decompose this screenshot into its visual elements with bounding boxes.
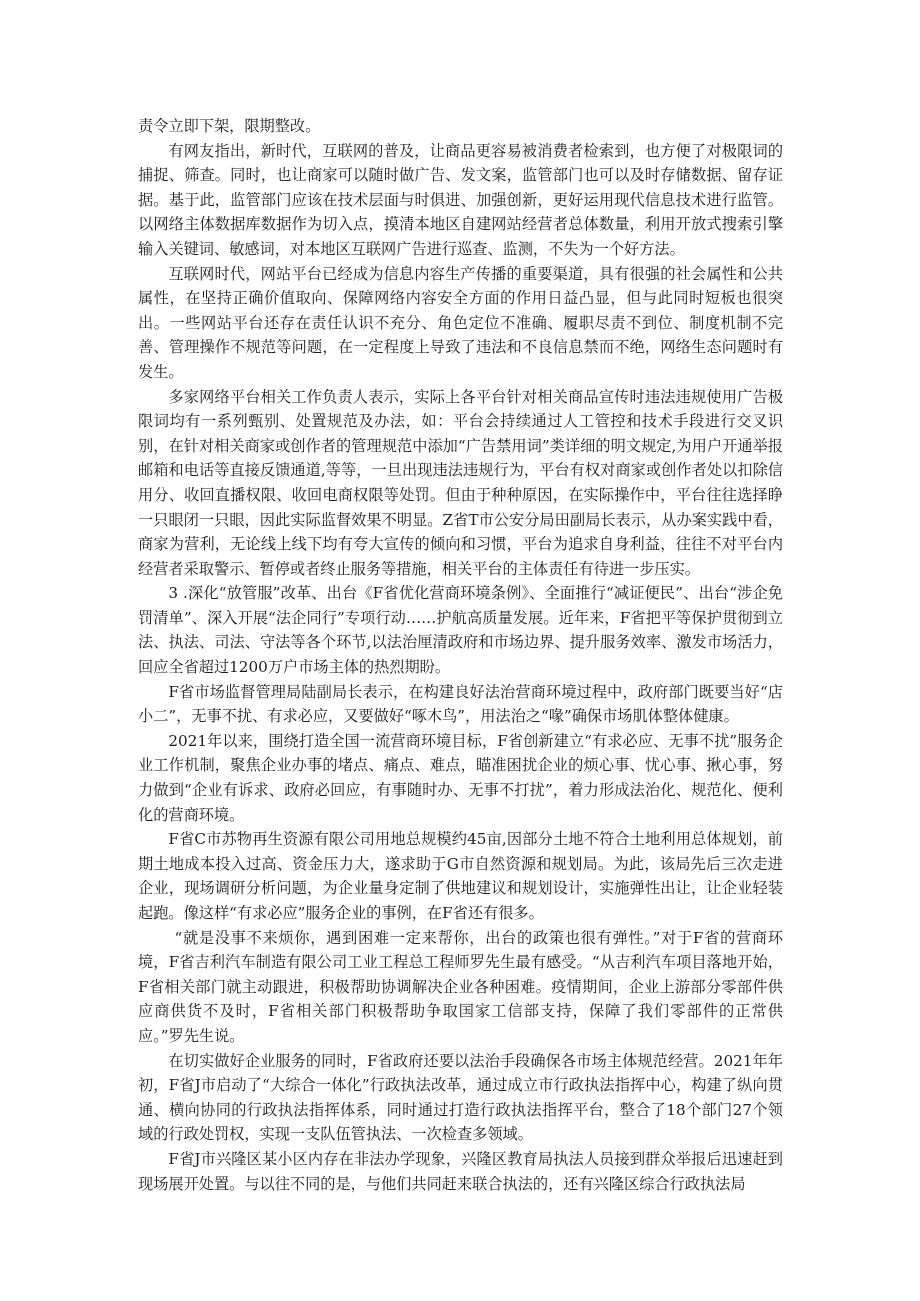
document-page xyxy=(138,114,783,1196)
paragraph-platform-rules: 多家网络平台相关工作负责人表示，实际上各平台针对相关商品宣传时违法违规使用广告极限词均有一系列甄别、处置规范及办法，如：平台会持续通过人工管控和技术手段进行交叉识别，在针对相关商家或创作者的管理规范中添加“广告禁用词”类详细的明文规定,为用户开通举报邮箱和电话等直接反馈通道,等等，一旦出现违法违规行为，平台有权对商家或创作者处以扣除信用分、收回直播权限、收回电商权限等处罚。但由于种种原因，在实际操作中，平台往往选择睁一只眼闭一只眼，因此实际监督效果不明显。Z省T市公安分局田副局长表示，从办案实践中看，商家为营利，无论线上线下均有夸大宣传的倾向和习惯，平台为追求自身利益，往往不对平台内经营者采取警示、暂停或者终止服务等措施，相关平台的主体责任有待进一步压实。 xyxy=(138,387,783,578)
paragraph-section-3: 3 .深化“放管服”改革、出台《F省优化营商环境条例》、全面推行“减证便民”、出台“涉企免罚清单”、深入开展“法企同行”专项行动……护航高质量发展。近年来，F省把平等保护贯彻到立法、执法、司法、守法等各个环节,以法治厘清政府和市场边界、提升服务效率、激发市场活力，回应全省超过1200万户市场主体的热烈期盼。 xyxy=(138,584,783,677)
paragraph-land-case: F省C市苏物再生资源有限公司用地总规模约45亩,因部分土地不符合土地利用总体规划，前期土地成本投入过高、资金压力大，遂求助于G市自然资源和规划局。为此，该局先后三次走进企业，现场调研分析问题，为企业量身定制了供地建议和规划设计，实施弹性出让，让企业轻装起跑。像这样“有求必应”服务企业的事例，在F省还有很多。 xyxy=(138,830,783,922)
paragraph-continuation: 责令立即下架，限期整改。 xyxy=(138,117,321,135)
paragraph-quote-geely: “就是没事不来烦你，遇到困难一定来帮你，出台的政策也很有弹性。”对于F省的营商环境，F省吉利汽车制造有限公司工业工程总工程师罗先生最有感受。“从吉利汽车项目落地开始，F省相关部门就主动跟进，积极帮助协调解决企业各种困难。疫情期间，企业上游部分零部件供应商供货不及时，F省相关部门积极帮助争取国家工信部支持，保障了我们零部件的正常供应。”罗先生说。 xyxy=(138,928,783,1045)
paragraph-xinglong-case: F省J市兴隆区某小区内存在非法办学现象，兴隆区教育局执法人员接到群众举报后迅速赶到现场展开处置。与以往不同的是，与他们共同赶来联合执法的，还有兴隆区综合行政执法局 xyxy=(138,1149,783,1193)
paragraph-internet-era: 互联网时代，网站平台已经成为信息内容生产传播的重要渠道，具有很强的社会属性和公共属性，在坚持正确价值取向、保障网络内容安全方面的作用日益凸显，但与此同时短板也很突出。一些网站平台还存在责任认识不充分、角色定位不准确、履职尽责不到位、制度机制不完善、管理操作不规范等问题，在一定程度上导致了违法和不良信息禁而不绝，网络生态问题时有发生。 xyxy=(138,264,783,381)
paragraph-law-enforcement: 在切实做好企业服务的同时，F省政府还要以法治手段确保各市场主体规范经营。2021年年初，F省J市启动了“大综合一体化”行政执法改革，通过成立市行政执法指挥中心，构建了纵向贯通、横向协同的行政执法指挥体系，同时通过打造行政执法指挥平台，整合了18个部门27个领域的行政处罚权，实现一支队伍管执法、一次检查多领域。 xyxy=(138,1051,783,1144)
paragraph-since-2021: 2021年以来，围绕打造全国一流营商环境目标，F省创新建立“有求必应、无事不扰”服务企业工作机制，聚焦企业办事的堵点、痛点、难点，瞄准困扰企业的烦心事、忧心事、揪心事，努力做到“企业有诉求、政府必回应，有事随时办、无事不打扰”，着力形成法治化、规范化、便利化的营商环境。 xyxy=(138,731,783,824)
paragraph-netizen-view: 有网友指出，新时代，互联网的普及，让商品更容易被消费者检索到，也方便了对极限词的捕捉、筛查。同时，也让商家可以随时做广告、发文案，监管部门也可以及时存储数据、留存证据。基于此，监管部门应该在技术层面与时俱进、加强创新，更好运用现代信息技术进行监管。以网络主体数据库数据作为切入点，摸清本地区自建网站经营者总体数量，利用开放式搜索引擎输入关键词、敏感词，对本地区互联网广告进行巡查、监测，不失为一个好方法。 xyxy=(138,141,783,258)
paragraph-deputy-director: F省市场监督管理局陆副局长表示，在构建良好法治营商环境过程中，政府部门既要当好“店小二”，无事不扰、有求必应，又要做好“啄木鸟”，用法治之“喙”确保市场肌体整体健康。 xyxy=(138,682,783,726)
